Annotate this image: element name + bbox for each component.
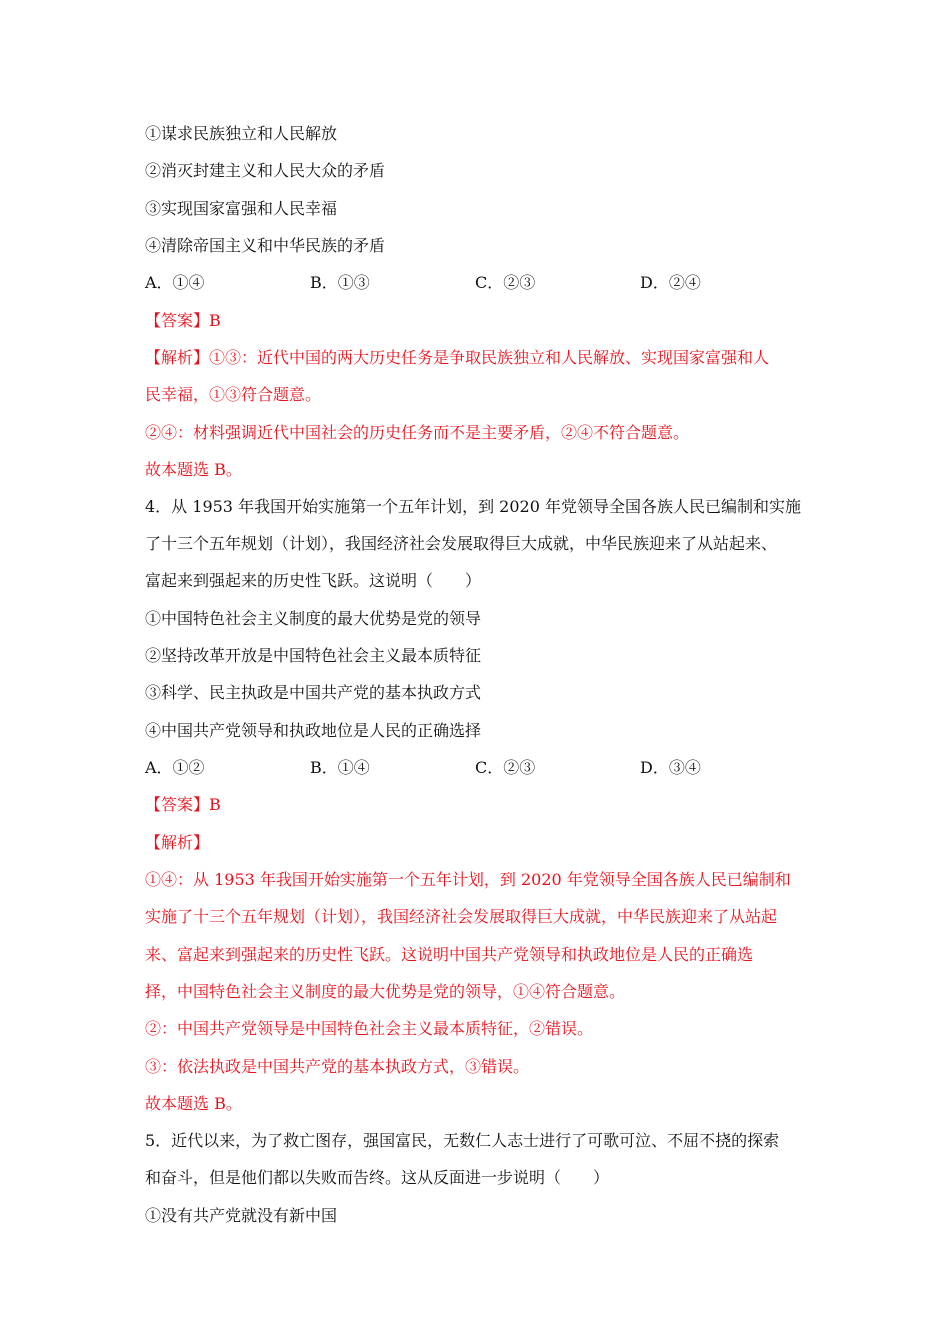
q4-analysis-line-1: ①④：从 1953 年我国开始实施第一个五年计划，到 2020 年党领导全国各族人民已编制和 (145, 870, 791, 889)
q3-option-d: D．②④ (640, 273, 701, 292)
q3-item-1: ①谋求民族独立和人民解放 (145, 124, 338, 143)
q3-analysis-line-2: 民幸福，①③符合题意。 (145, 385, 322, 404)
q4-option-c: C．②③ (475, 758, 536, 777)
q4-stem-line-3: 富起来到强起来的历史性飞跃。这说明（ ） (145, 571, 482, 590)
q4-analysis-title: 【解析】 (145, 833, 210, 852)
q3-option-c: C．②③ (475, 273, 536, 292)
q5-stem-line-1: 5．近代以来，为了救亡图存，强国富民，无数仁人志士进行了可歌可泣、不屈不挠的探索 (145, 1131, 780, 1150)
q3-option-a: A．①④ (145, 273, 205, 292)
q3-conclusion: 故本题选 B。 (145, 460, 242, 479)
q3-item-4: ④清除帝国主义和中华民族的矛盾 (145, 236, 386, 255)
q4-analysis-line-6: ③：依法执政是中国共产党的基本执政方式，③错误。 (145, 1057, 530, 1076)
q4-option-d: D．③④ (640, 758, 701, 777)
q4-stem-line-2: 了十三个五年规划（计划），我国经济社会发展取得巨大成就，中华民族迎来了从站起来、 (145, 534, 778, 553)
q4-item-3: ③科学、民主执政是中国共产党的基本执政方式 (145, 683, 482, 702)
q5-stem-line-2: 和奋斗，但是他们都以失败而告终。这从反面进一步说明（ ） (145, 1168, 610, 1187)
q4-option-b: B．①④ (310, 758, 370, 777)
q4-analysis-line-4: 择，中国特色社会主义制度的最大优势是党的领导，①④符合题意。 (145, 982, 626, 1001)
q4-stem-line-1: 4．从 1953 年我国开始实施第一个五年计划，到 2020 年党领导全国各族人民已编制和实施 (145, 497, 801, 516)
q4-analysis-line-3: 来、富起来到强起来的历史性飞跃。这说明中国共产党领导和执政地位是人民的正确选 (145, 945, 754, 964)
q3-options (145, 272, 815, 294)
q3-answer: 【答案】B (145, 311, 221, 330)
q3-item-3: ③实现国家富强和人民幸福 (145, 199, 338, 218)
q3-option-b: B．①③ (310, 273, 370, 292)
q3-analysis-line-3: ②④：材料强调近代中国社会的历史任务而不是主要矛盾，②④不符合题意。 (145, 423, 690, 442)
q4-analysis-line-2: 实施了十三个五年规划（计划），我国经济社会发展取得巨大成就，中华民族迎来了从站起 (145, 907, 778, 926)
q5-item-1: ①没有共产党就没有新中国 (145, 1206, 338, 1225)
q4-answer: 【答案】B (145, 795, 221, 814)
q4-item-2: ②坚持改革开放是中国特色社会主义最本质特征 (145, 646, 482, 665)
q4-options (145, 757, 815, 779)
q4-conclusion: 故本题选 B。 (145, 1094, 242, 1113)
q4-option-a: A．①② (145, 758, 205, 777)
q3-item-2: ②消灭封建主义和人民大众的矛盾 (145, 161, 386, 180)
q4-item-1: ①中国特色社会主义制度的最大优势是党的领导 (145, 609, 482, 628)
q4-analysis-line-5: ②：中国共产党领导是中国特色社会主义最本质特征，②错误。 (145, 1019, 594, 1038)
q4-item-4: ④中国共产党领导和执政地位是人民的正确选择 (145, 721, 482, 740)
q3-analysis-line-1: 【解析】①③：近代中国的两大历史任务是争取民族独立和人民解放、实现国家富强和人 (145, 348, 770, 367)
